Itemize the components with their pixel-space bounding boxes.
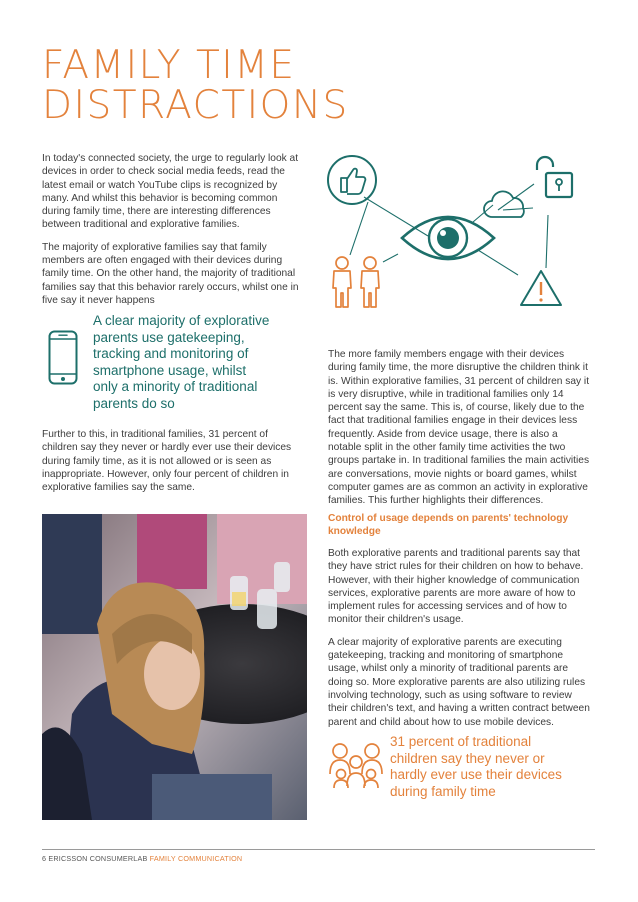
left-paragraph-1: In today's connected society, the urge to regularly look at devices in order to check social media feeds, read the latest email or watch YouTube clips is recognized by many. And whilst this behavior is becoming common during family time, there are interesting differences between traditional and explorative families.	[42, 153, 299, 231]
callout-explorative-parents: A clear majority of explorative parents use gatekeeping, tracking and monitoring of smartphone usage, whilst only a minority of traditional parents do so	[93, 313, 270, 411]
section-subheading: Control of usage depends on parents' technology knowledge	[328, 513, 569, 537]
footer-section: FAMILY COMMUNICATION	[149, 854, 243, 863]
footer	[42, 854, 242, 863]
family-group-icon	[328, 740, 384, 790]
page-title	[42, 43, 402, 128]
eye-icon	[398, 210, 498, 266]
left-intro-text	[42, 152, 304, 316]
page-number: 6	[42, 854, 47, 863]
device-network-illustration	[318, 150, 594, 312]
right-paragraph-1: The more family members engage with their devices during family time, the more disruptive the children think it is. Within explorative families, 31 percent of children say it is very disruptive, while in traditional families only 14 percent say the same. This is, of course, likely due to the fact that traditional families engage in their devices less frequently. Aside from device usage, there is also a notable split in the other family time activities the two groups partake in. In traditional families the main activities are conversations, movie nights or board games, whilst computer games are as common an activity in explorative families. This further highlights their differences.	[328, 349, 590, 507]
warning-icon	[518, 268, 564, 308]
title-line-1: FAMILY TIME	[42, 43, 296, 88]
footer-divider	[42, 849, 595, 850]
title-line-2: DISTRACTIONS	[42, 83, 349, 128]
left-paragraph-2: The majority of explorative families say that family members are often engaged with their devices during family time. On the other hand, the majority of traditional families say that this behavior rarely occurs, whilst one in five say it never happens	[42, 241, 299, 306]
children-icon	[328, 254, 388, 310]
family-photo	[42, 514, 307, 820]
unlocked-padlock-icon	[534, 154, 576, 200]
thumbs-up-icon	[326, 154, 378, 206]
left-paragraph-3: Further to this, in traditional families, 31 percent of children say they never or hardly ever use their devices during family time, as it is not allowed or is seen as inappropriate. However, only four percent of children in explorative families say the same.	[42, 429, 292, 494]
right-section	[328, 513, 592, 738]
callout-traditional-children: 31 percent of traditional children say they never or hardly ever use their devices during family time	[390, 734, 562, 799]
right-paragraph-2: Both explorative parents and traditional parents say that they have strict rules for their children on how to behave. However, with their higher knowledge of communication services, explorative parents are more aware of how to implement rules for accessing services and of how to monitor their children's usage.	[328, 548, 584, 626]
footer-publisher: ERICSSON CONSUMERLAB	[48, 854, 148, 863]
smartphone-icon	[48, 330, 78, 385]
right-paragraph-3: A clear majority of explorative parents are executing gatekeeping, tracking and monitoring of smartphone usage, whilst only a minority of traditional parents are doing so. More explorative parents are also utilizing rules involving technology, such as using software to review their children's text, and having a written contract between parent and child about how to use mobile devices.	[328, 636, 590, 728]
